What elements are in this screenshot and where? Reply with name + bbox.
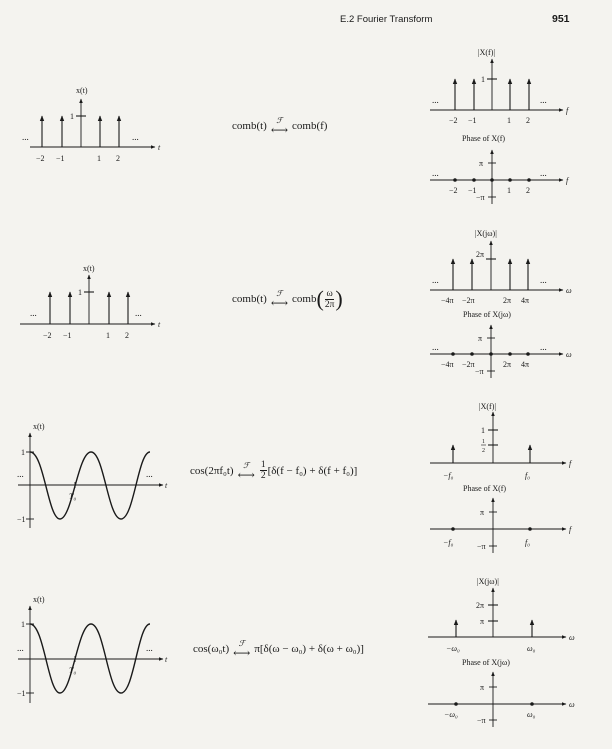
eq-left: cos(2πf₀t) (190, 464, 234, 477)
svg-text:ω₀: ω₀ (527, 644, 536, 653)
svg-text:T₀: T₀ (69, 666, 77, 675)
row2-magnitude-plot (430, 229, 572, 305)
tick-label: 1 (97, 154, 101, 163)
svg-text:1: 1 (482, 439, 485, 445)
svg-text:1: 1 (106, 331, 110, 340)
svg-text:−1: −1 (468, 186, 477, 195)
transform-pair-1 (232, 117, 327, 135)
svg-text:−f₀: −f₀ (443, 471, 454, 480)
svg-text:...: ... (146, 643, 153, 653)
row4-phase-plot (428, 658, 575, 727)
svg-text:−2: −2 (449, 186, 458, 195)
svg-text:|X(jω)|: |X(jω)| (475, 229, 497, 238)
ellipsis: ... (22, 132, 29, 142)
svg-text:2: 2 (125, 331, 129, 340)
svg-text:−1: −1 (17, 515, 26, 524)
phase-label: Phase of X(f) (462, 134, 506, 143)
fraction: $\frac{1}{2}$ (260, 460, 266, 481)
svg-text:−4π: −4π (441, 360, 454, 369)
svg-text:−1: −1 (468, 116, 477, 125)
svg-text:−1: −1 (63, 331, 72, 340)
svg-text:−f₀: −f₀ (443, 538, 454, 547)
svg-text:−2π: −2π (462, 360, 475, 369)
fraction: $\frac{\omega}{2\pi}$ (324, 288, 335, 310)
svg-text:π: π (478, 334, 483, 343)
svg-text:Phase of X(jω): Phase of X(jω) (462, 658, 510, 667)
svg-text:t: t (165, 481, 168, 490)
svg-text:−π: −π (475, 367, 484, 376)
eq-left: cos(ω₀t) (193, 643, 230, 655)
eq-left: comb(t) (232, 293, 267, 305)
svg-text:1: 1 (78, 288, 82, 297)
svg-text:−1: −1 (17, 689, 26, 698)
row2-time-plot (20, 264, 161, 340)
svg-text:|X(f)|: |X(f)| (479, 402, 496, 411)
row2-phase-plot (430, 310, 572, 378)
svg-text:−2: −2 (43, 331, 52, 340)
svg-text:...: ... (146, 469, 153, 479)
svg-text:2: 2 (482, 448, 485, 454)
svg-text:2π: 2π (476, 601, 485, 610)
tick-label: 2 (116, 154, 120, 163)
svg-text:−ω₀: −ω₀ (446, 644, 460, 653)
svg-text:...: ... (17, 643, 24, 653)
svg-text:f: f (566, 176, 569, 185)
cosine-wave (30, 452, 150, 519)
svg-text:−π: −π (477, 716, 486, 725)
svg-text:...: ... (17, 469, 24, 479)
svg-text:f: f (566, 106, 569, 115)
svg-text:x(t): x(t) (33, 422, 45, 431)
transform-arrow-icon: ℱ ⟷ (233, 639, 251, 660)
svg-text:2: 2 (526, 116, 530, 125)
row4-time-plot (17, 595, 168, 703)
axis-label: t (158, 143, 161, 152)
svg-text:π: π (480, 617, 485, 626)
eq-right: [δ(f − f₀) + δ(f + f₀)] (267, 464, 358, 477)
svg-text:ω: ω (566, 286, 572, 295)
row1-phase-plot (430, 134, 570, 204)
eq-right-fn: comb (292, 293, 317, 305)
row4-magnitude-plot (428, 577, 575, 653)
svg-text:Phase of X(f): Phase of X(f) (463, 484, 507, 493)
svg-text:...: ... (135, 308, 142, 318)
svg-text:...: ... (30, 308, 37, 318)
svg-text:2π: 2π (503, 296, 512, 305)
svg-text:...: ... (540, 342, 547, 352)
svg-text:1: 1 (507, 186, 511, 195)
svg-text:1: 1 (21, 620, 25, 629)
tick-label: −1 (56, 154, 65, 163)
svg-text:...: ... (432, 168, 439, 178)
svg-text:|X(jω)|: |X(jω)| (477, 577, 499, 586)
page-number: 951 (552, 13, 570, 25)
transform-arrow-icon: ℱ ⟷ (237, 460, 255, 482)
mag-label: |X(f)| (478, 48, 495, 57)
svg-text:4π: 4π (521, 360, 530, 369)
svg-text:f: f (569, 525, 572, 534)
svg-text:2: 2 (526, 186, 530, 195)
transform-pair-4 (193, 640, 364, 658)
transform-arrow-icon: ℱ ⟷ (270, 289, 289, 310)
transform-pair-2: comb(t) ℱ ⟷ comb ( $\frac{\omega}{2\pi}$ ) (232, 286, 343, 311)
svg-text:ω: ω (569, 633, 575, 642)
svg-text:π: π (480, 683, 485, 692)
row3-magnitude-plot (430, 402, 573, 480)
row3-time-plot (17, 422, 168, 528)
eq-right: π[δ(ω − ω₀) + δ(ω + ω₀)] (254, 643, 364, 655)
svg-text:...: ... (540, 95, 547, 105)
svg-text:−ω₀: −ω₀ (444, 710, 458, 719)
eq-right: comb(f) (292, 120, 328, 132)
row1-time-plot (22, 86, 161, 163)
svg-text:2π: 2π (476, 250, 485, 259)
svg-text:f₀: f₀ (525, 471, 531, 480)
svg-text:T₀: T₀ (69, 492, 77, 501)
row3-phase-plot (430, 484, 573, 553)
running-header: E.2 Fourier Transform (340, 14, 433, 25)
tick-label: 1 (70, 112, 74, 121)
svg-text:2π: 2π (503, 360, 512, 369)
ellipsis: ... (132, 132, 139, 142)
svg-text:−π: −π (476, 193, 485, 202)
svg-text:f: f (569, 459, 572, 468)
time-label: x(t) (76, 86, 88, 95)
svg-text:...: ... (432, 95, 439, 105)
svg-text:π: π (480, 508, 485, 517)
svg-text:−4π: −4π (441, 296, 454, 305)
svg-text:ω: ω (566, 350, 572, 359)
svg-text:...: ... (540, 275, 547, 285)
tick-label: −2 (36, 154, 45, 163)
svg-text:...: ... (540, 168, 547, 178)
svg-text:1: 1 (21, 448, 25, 457)
transform-arrow-icon: ℱ ⟷ (270, 116, 289, 137)
svg-text:1: 1 (481, 75, 485, 84)
eq-left: comb(t) (232, 120, 267, 132)
svg-text:t: t (158, 320, 161, 329)
svg-text:−π: −π (477, 542, 486, 551)
transform-pair-3 (190, 460, 357, 481)
svg-text:ω₀: ω₀ (527, 710, 536, 719)
svg-text:x(t): x(t) (33, 595, 45, 604)
svg-text:ω: ω (569, 700, 575, 709)
svg-text:...: ... (432, 275, 439, 285)
svg-text:Phase of X(jω): Phase of X(jω) (463, 310, 511, 319)
row1-magnitude-plot (430, 48, 570, 125)
svg-text:−2π: −2π (462, 296, 475, 305)
svg-text:x(t): x(t) (83, 264, 95, 273)
svg-text:−2: −2 (449, 116, 458, 125)
svg-text:t: t (165, 655, 168, 664)
svg-text:...: ... (432, 342, 439, 352)
cosine-wave (30, 624, 150, 693)
svg-text:π: π (479, 159, 484, 168)
svg-text:f₀: f₀ (525, 538, 531, 547)
svg-text:4π: 4π (521, 296, 530, 305)
svg-text:1: 1 (481, 426, 485, 435)
svg-text:1: 1 (507, 116, 511, 125)
